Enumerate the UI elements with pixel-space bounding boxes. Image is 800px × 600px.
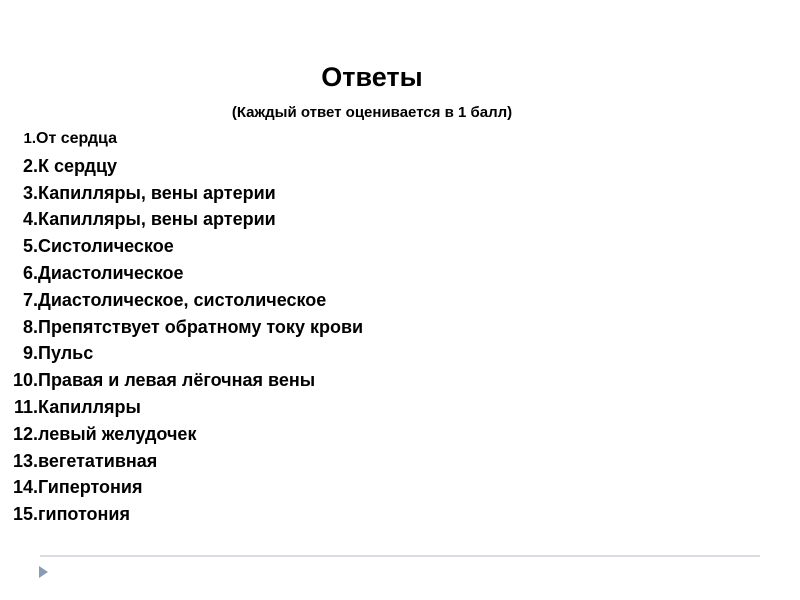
answer-number: 1. bbox=[23, 130, 36, 147]
answer-text: К сердцу bbox=[38, 155, 118, 176]
answer-text: левый желудочек bbox=[38, 423, 197, 444]
answer-item bbox=[0, 126, 700, 153]
answer-text: Гипертония bbox=[38, 477, 143, 498]
answer-number: 9. bbox=[22, 343, 38, 364]
answer-number: 8. bbox=[22, 316, 38, 337]
answer-item bbox=[0, 260, 700, 287]
answer-number: 12. bbox=[12, 423, 38, 444]
answer-item bbox=[0, 448, 700, 475]
answer-item bbox=[0, 314, 700, 341]
answer-list bbox=[0, 126, 700, 528]
answer-text: гипотония bbox=[38, 504, 130, 525]
footer-divider bbox=[40, 555, 760, 557]
answer-number: 13. bbox=[12, 450, 38, 471]
play-arrow-icon bbox=[39, 566, 48, 578]
answer-item bbox=[0, 367, 700, 394]
answer-number: 7. bbox=[22, 289, 38, 310]
answer-item bbox=[0, 233, 700, 260]
answer-text: Правая и левая лёгочная вены bbox=[38, 370, 316, 391]
answer-item bbox=[0, 180, 700, 207]
answer-item bbox=[0, 206, 700, 233]
answer-number: 2. bbox=[22, 155, 38, 176]
answer-number: 15. bbox=[12, 504, 38, 525]
answer-number: 3. bbox=[22, 182, 38, 203]
answer-item bbox=[0, 394, 700, 421]
answer-number: 11. bbox=[13, 396, 38, 417]
answer-number: 10. bbox=[12, 370, 38, 391]
answer-text: Диастолическое bbox=[38, 262, 184, 283]
answer-item bbox=[0, 340, 700, 367]
answer-number: 4. bbox=[22, 209, 38, 230]
slide-title: Ответы bbox=[321, 62, 423, 92]
answer-text: Капилляры, вены артерии bbox=[38, 182, 276, 203]
answer-number: 5. bbox=[22, 236, 38, 257]
answer-item bbox=[0, 153, 700, 180]
answer-item bbox=[0, 421, 700, 448]
answer-text: Препятствует обратному току крови bbox=[38, 316, 364, 337]
answer-text: вегетативная bbox=[38, 450, 158, 471]
answer-text: Капилляры, вены артерии bbox=[38, 209, 276, 230]
answer-text: Капилляры bbox=[38, 396, 141, 417]
answer-item bbox=[0, 287, 700, 314]
answer-item bbox=[0, 501, 700, 528]
answer-number: 14. bbox=[12, 477, 38, 498]
answer-item bbox=[0, 474, 700, 501]
answer-text: Диастолическое, систолическое bbox=[38, 289, 327, 310]
answer-number: 6. bbox=[22, 262, 38, 283]
slide-subtitle: (Каждый ответ оценивается в 1 балл) bbox=[231, 104, 513, 121]
answer-text: Пульс bbox=[38, 343, 94, 364]
answer-text: От сердца bbox=[36, 130, 117, 147]
answer-text: Систолическое bbox=[38, 236, 174, 257]
